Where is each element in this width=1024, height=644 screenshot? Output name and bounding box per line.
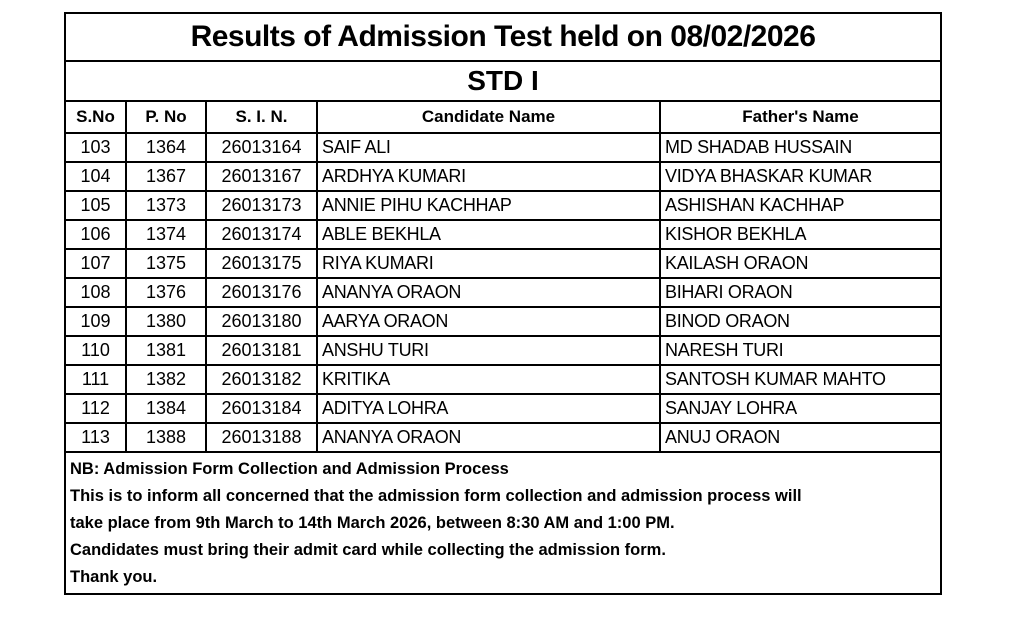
note-row <box>65 452 941 594</box>
cell-candidate: ABLE BEKHLA <box>317 220 660 249</box>
cell-candidate: RIYA KUMARI <box>317 249 660 278</box>
page-title: Results of Admission Test held on 08/02/2026 <box>65 13 941 61</box>
column-header-pno: P. No <box>126 101 206 133</box>
cell-sin: 26013173 <box>206 191 317 220</box>
cell-father: ANUJ ORAON <box>660 423 941 452</box>
table-row <box>65 365 941 394</box>
cell-sin: 26013164 <box>206 133 317 162</box>
note-line: This is to inform all concerned that the admission form collection and admission process will <box>70 487 802 505</box>
cell-sno: 106 <box>65 220 126 249</box>
table-row <box>65 133 941 162</box>
cell-sno: 108 <box>65 278 126 307</box>
cell-father: BIHARI ORAON <box>660 278 941 307</box>
note-line: Thank you. <box>70 568 158 586</box>
column-header-sin: S. I. N. <box>206 101 317 133</box>
note-section <box>65 452 941 594</box>
cell-candidate: SAIF ALI <box>317 133 660 162</box>
cell-pno: 1373 <box>126 191 206 220</box>
cell-father: NARESH TURI <box>660 336 941 365</box>
table-row <box>65 423 941 452</box>
cell-sin: 26013174 <box>206 220 317 249</box>
cell-father: KAILASH ORAON <box>660 249 941 278</box>
cell-candidate: ANANYA ORAON <box>317 278 660 307</box>
cell-pno: 1388 <box>126 423 206 452</box>
cell-father: SANJAY LOHRA <box>660 394 941 423</box>
cell-sno: 104 <box>65 162 126 191</box>
table-row <box>65 249 941 278</box>
cell-sin: 26013175 <box>206 249 317 278</box>
note-line: Candidates must bring their admit card while collecting the admission form. <box>70 541 666 559</box>
cell-father: KISHOR BEKHLA <box>660 220 941 249</box>
cell-candidate: ADITYA LOHRA <box>317 394 660 423</box>
results-sheet <box>64 12 940 595</box>
cell-pno: 1380 <box>126 307 206 336</box>
column-header-candidate: Candidate Name <box>317 101 660 133</box>
cell-pno: 1374 <box>126 220 206 249</box>
cell-sno: 105 <box>65 191 126 220</box>
subtitle-row <box>65 61 941 101</box>
column-header-row <box>65 101 941 133</box>
table-row <box>65 220 941 249</box>
cell-sin: 26013167 <box>206 162 317 191</box>
cell-sno: 112 <box>65 394 126 423</box>
title-row <box>65 13 941 61</box>
cell-sin: 26013176 <box>206 278 317 307</box>
cell-father: ASHISHAN KACHHAP <box>660 191 941 220</box>
cell-pno: 1381 <box>126 336 206 365</box>
column-header-sno: S.No <box>65 101 126 133</box>
cell-candidate: ANNIE PIHU KACHHAP <box>317 191 660 220</box>
class-subtitle: STD I <box>65 61 941 101</box>
cell-sin: 26013188 <box>206 423 317 452</box>
table-row <box>65 191 941 220</box>
results-table <box>64 12 942 595</box>
cell-pno: 1364 <box>126 133 206 162</box>
cell-sin: 26013184 <box>206 394 317 423</box>
table-row <box>65 336 941 365</box>
cell-pno: 1367 <box>126 162 206 191</box>
note-line: take place from 9th March to 14th March 2026, between 8:30 AM and 1:00 PM. <box>70 514 675 532</box>
cell-father: SANTOSH KUMAR MAHTO <box>660 365 941 394</box>
cell-sno: 113 <box>65 423 126 452</box>
cell-father: VIDYA BHASKAR KUMAR <box>660 162 941 191</box>
cell-father: MD SHADAB HUSSAIN <box>660 133 941 162</box>
cell-candidate: AARYA ORAON <box>317 307 660 336</box>
cell-sin: 26013180 <box>206 307 317 336</box>
cell-sin: 26013182 <box>206 365 317 394</box>
table-row <box>65 307 941 336</box>
table-body <box>65 133 941 452</box>
table-row <box>65 162 941 191</box>
cell-father: BINOD ORAON <box>660 307 941 336</box>
table-row <box>65 278 941 307</box>
cell-sno: 107 <box>65 249 126 278</box>
cell-candidate: ANANYA ORAON <box>317 423 660 452</box>
cell-sno: 109 <box>65 307 126 336</box>
cell-pno: 1384 <box>126 394 206 423</box>
table-row <box>65 394 941 423</box>
cell-pno: 1375 <box>126 249 206 278</box>
cell-sin: 26013181 <box>206 336 317 365</box>
cell-sno: 103 <box>65 133 126 162</box>
column-header-father: Father's Name <box>660 101 941 133</box>
cell-pno: 1382 <box>126 365 206 394</box>
cell-sno: 111 <box>65 365 126 394</box>
note-heading: NB: Admission Form Collection and Admission Process <box>70 460 509 478</box>
cell-sno: 110 <box>65 336 126 365</box>
cell-candidate: ANSHU TURI <box>317 336 660 365</box>
cell-candidate: ARDHYA KUMARI <box>317 162 660 191</box>
cell-candidate: KRITIKA <box>317 365 660 394</box>
cell-pno: 1376 <box>126 278 206 307</box>
